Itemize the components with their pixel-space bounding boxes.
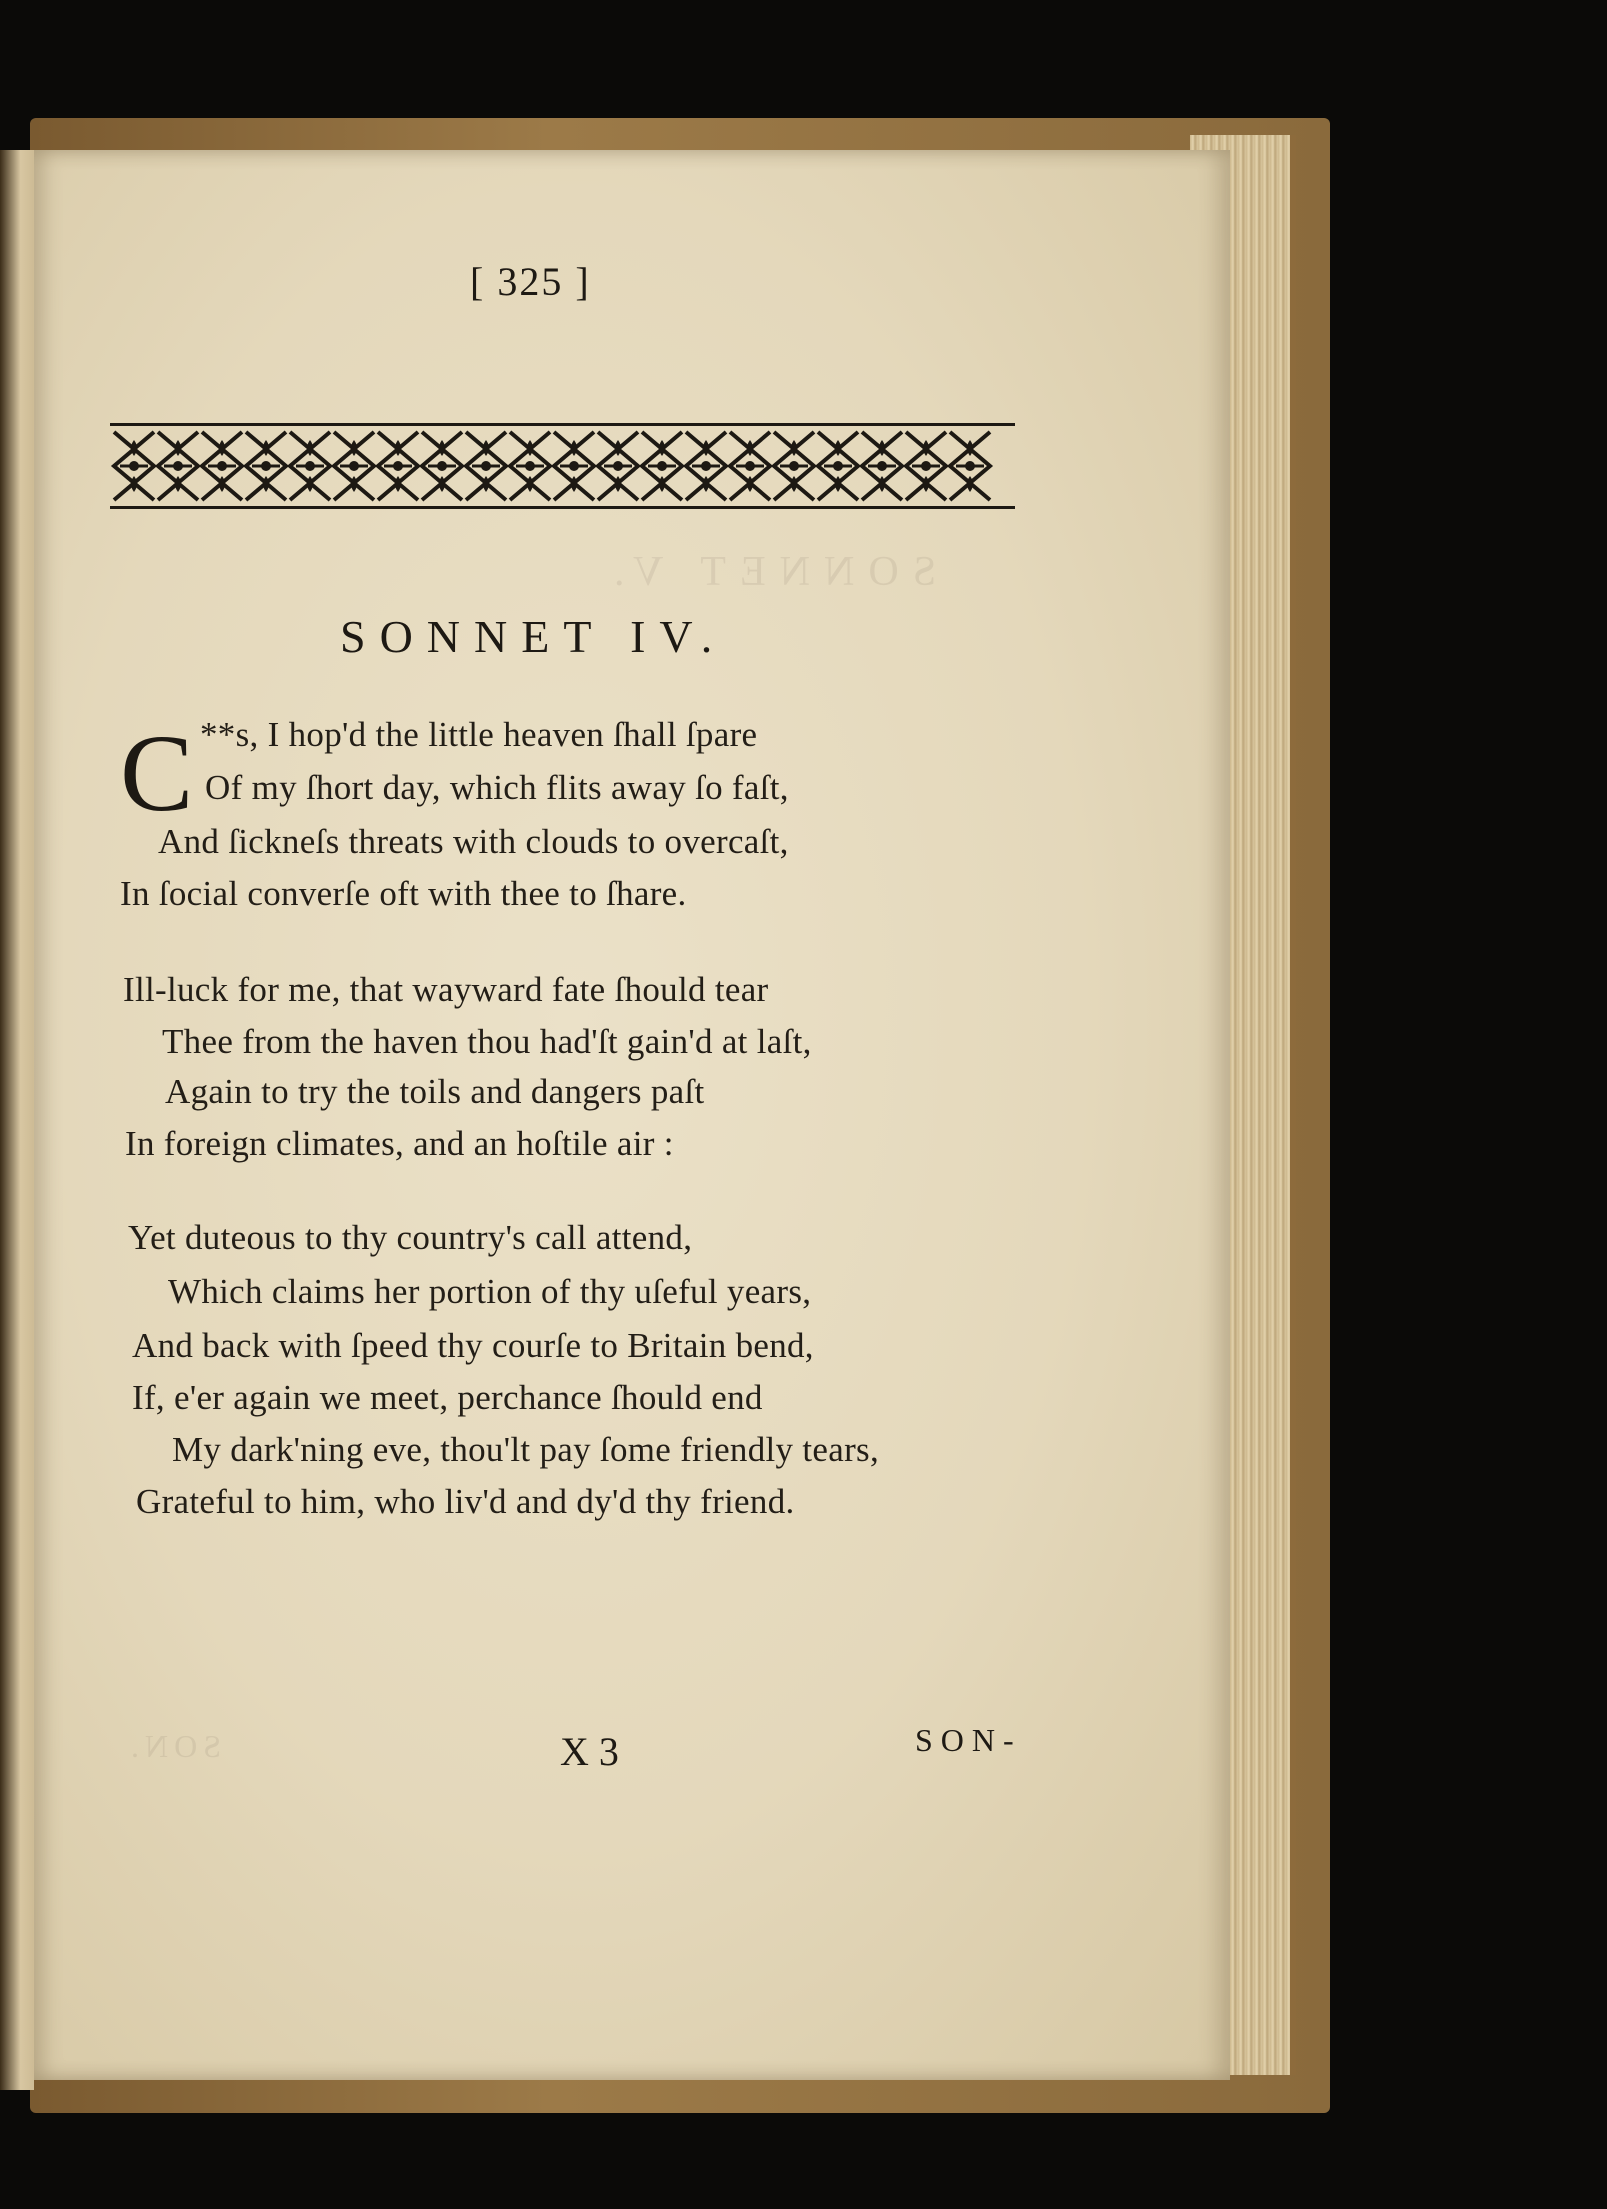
catchword: SON- bbox=[915, 1722, 1022, 1758]
poem-line: Of my ſhort day, which flits away ſo faſt, bbox=[205, 768, 789, 807]
poem-line: Yet duteous to thy country's call attend, bbox=[128, 1218, 693, 1257]
poem-line: Grateful to him, who liv'd and dy'd thy friend. bbox=[136, 1482, 795, 1521]
drop-cap: C bbox=[120, 712, 194, 834]
sonnet-title: SONNET IV. bbox=[340, 611, 727, 662]
facing-page-edge bbox=[0, 150, 34, 2090]
poem-line: In foreign climates, and an hoſtile air : bbox=[125, 1124, 674, 1163]
poem-line: In ſocial converſe oft with thee to ſhare. bbox=[120, 874, 687, 913]
poem-line: And back with ſpeed thy courſe to Britain bend, bbox=[132, 1326, 814, 1365]
poem-line: Thee from the haven thou had'ſt gain'd at laſt, bbox=[162, 1022, 812, 1061]
show-through-title: SONNET V. bbox=[600, 549, 937, 595]
poem-line: **s, I hop'd the little heaven ſhall ſpare bbox=[200, 715, 758, 754]
poem-line: If, e'er again we meet, perchance ſhould end bbox=[132, 1378, 763, 1417]
poem-line: Again to try the toils and dangers paſt bbox=[165, 1072, 705, 1111]
poem-line: Which claims her portion of thy uſeful years, bbox=[168, 1272, 812, 1311]
page-number-header: [ 325 ] bbox=[470, 259, 591, 304]
poem-line: And ſickneſs threats with clouds to overcaſt, bbox=[158, 822, 789, 861]
poem-line: My dark'ning eve, thou'lt pay ſome friendly tears, bbox=[172, 1430, 880, 1469]
signature-mark: X 3 bbox=[560, 1729, 619, 1774]
printers-ornament-band bbox=[110, 420, 1015, 512]
show-through-catchword: SON. bbox=[125, 1728, 222, 1764]
poem-line: Ill-luck for me, that wayward fate ſhould tear bbox=[123, 970, 769, 1009]
